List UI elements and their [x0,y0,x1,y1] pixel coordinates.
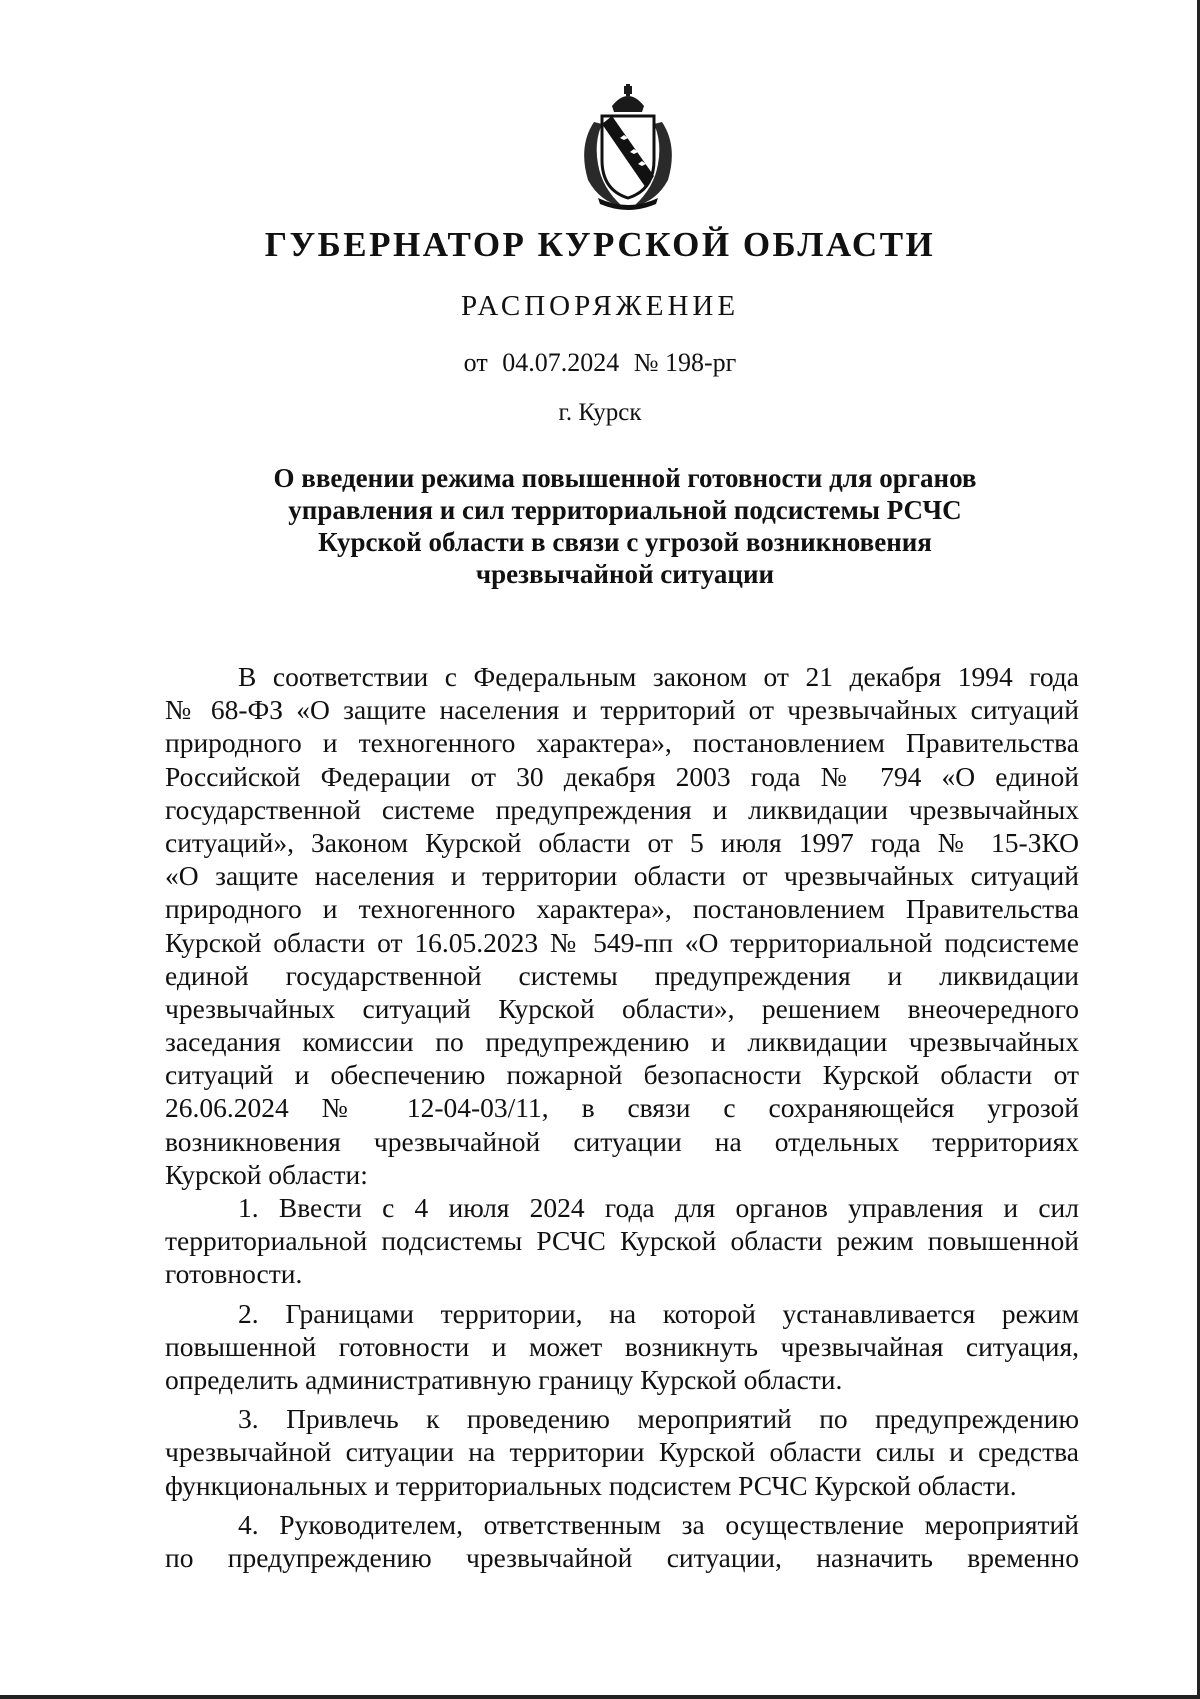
body-line: единой государственной системы предупреждения и ликвидации [165,959,1079,991]
heading-line: чрезвычайной ситуации [475,559,775,589]
issuer-title: ГУБЕРНАТОР КУРСКОЙ ОБЛАСТИ [264,225,936,264]
body-line: В соответствии с Федеральным законом от 21 декабря 1994 года [238,661,1079,692]
body-line: Российской Федерации от 30 декабря 2003 года № 794 «О единой [165,760,1079,792]
item-3-paragraph [165,1402,1079,1502]
scan-edge-bottom [0,1695,1200,1699]
body-line: государственной системе предупреждения и ликвидации чрезвычайных [165,793,1079,825]
body-line: Курской области: [165,1158,368,1190]
body-line: ситуаций», Законом Курской области от 5 июля 1997 года № 15-ЗКО [165,826,1079,858]
body-line: повышенной готовности и может возникнуть чрезвычайная ситуация, [165,1330,1079,1362]
document-date-number [0,348,1200,378]
document-heading [200,462,1050,590]
body-line: чрезвычайных ситуаций Курской области», решением внеочередного [165,992,1079,1024]
city: г. Курск [558,399,642,426]
body-line: 3. Привлечь к проведению мероприятий по предупреждению [238,1403,1079,1435]
body-line: № 68-ФЗ «О защите населения и территорий от чрезвычайных ситуаций [165,694,1079,726]
body-line: возникновения чрезвычайной ситуации на отдельных территориях [165,1125,1079,1157]
coat-of-arms-emblem [572,84,684,210]
body-line: природного и техногенного характера», постановлением Правительства [165,893,1079,925]
body-line: 1. Ввести с 4 июля 2024 года для органов управления и сил [238,1192,1079,1223]
item-2-paragraph [165,1297,1079,1397]
heading-line: Курской области в связи с угрозой возникновения [318,527,932,557]
heading-line: О введении режима повышенной готовности для органов [273,463,977,493]
body-line: 4. Руководителем, ответственным за осуществление мероприятий [238,1508,1079,1540]
heading-line: управления и сил территориальной подсистемы РСЧС [288,495,962,525]
body-line: функциональных и территориальных подсистем РСЧС Курской области. [165,1469,1017,1501]
body-line: территориальной подсистемы РСЧС Курской области режим повышенной [165,1225,1079,1257]
body-line: определить административную границу Курской области. [165,1363,843,1395]
body-line: ситуаций и обеспечению пожарной безопасности Курской области от [165,1059,1079,1091]
body-line: 2. Границами территории, на которой устанавливается режим [238,1297,1079,1329]
document-date: 04.07.2024 [502,348,620,377]
body-line: заседания комиссии по предупреждению и ликвидации чрезвычайных [165,1026,1079,1058]
body-line: чрезвычайной ситуации на территории Курской области силы и средства [165,1436,1079,1468]
body-line: по предупреждению чрезвычайной ситуации, назначить временно [165,1541,1079,1573]
body-line: готовности. [165,1258,303,1290]
body-line: «О защите населения и территории области от чрезвычайных ситуаций [165,860,1079,892]
document-body [165,660,1079,1574]
preamble-paragraph [165,660,1079,1191]
body-line: 26.06.2024 № 12-04-03/11, в связи с сохраняющейся угрозой [165,1092,1079,1124]
body-line: природного и техногенного характера», постановлением Правительства [165,727,1079,759]
document-number: № 198-рг [633,348,737,377]
body-line: Курской области от 16.05.2023 № 549-пп «О территориальной подсистеме [165,926,1079,958]
item-1-paragraph [165,1191,1079,1291]
date-prefix: от [463,348,488,377]
item-4-paragraph [165,1508,1079,1574]
document-type: РАСПОРЯЖЕНИЕ [460,290,740,322]
